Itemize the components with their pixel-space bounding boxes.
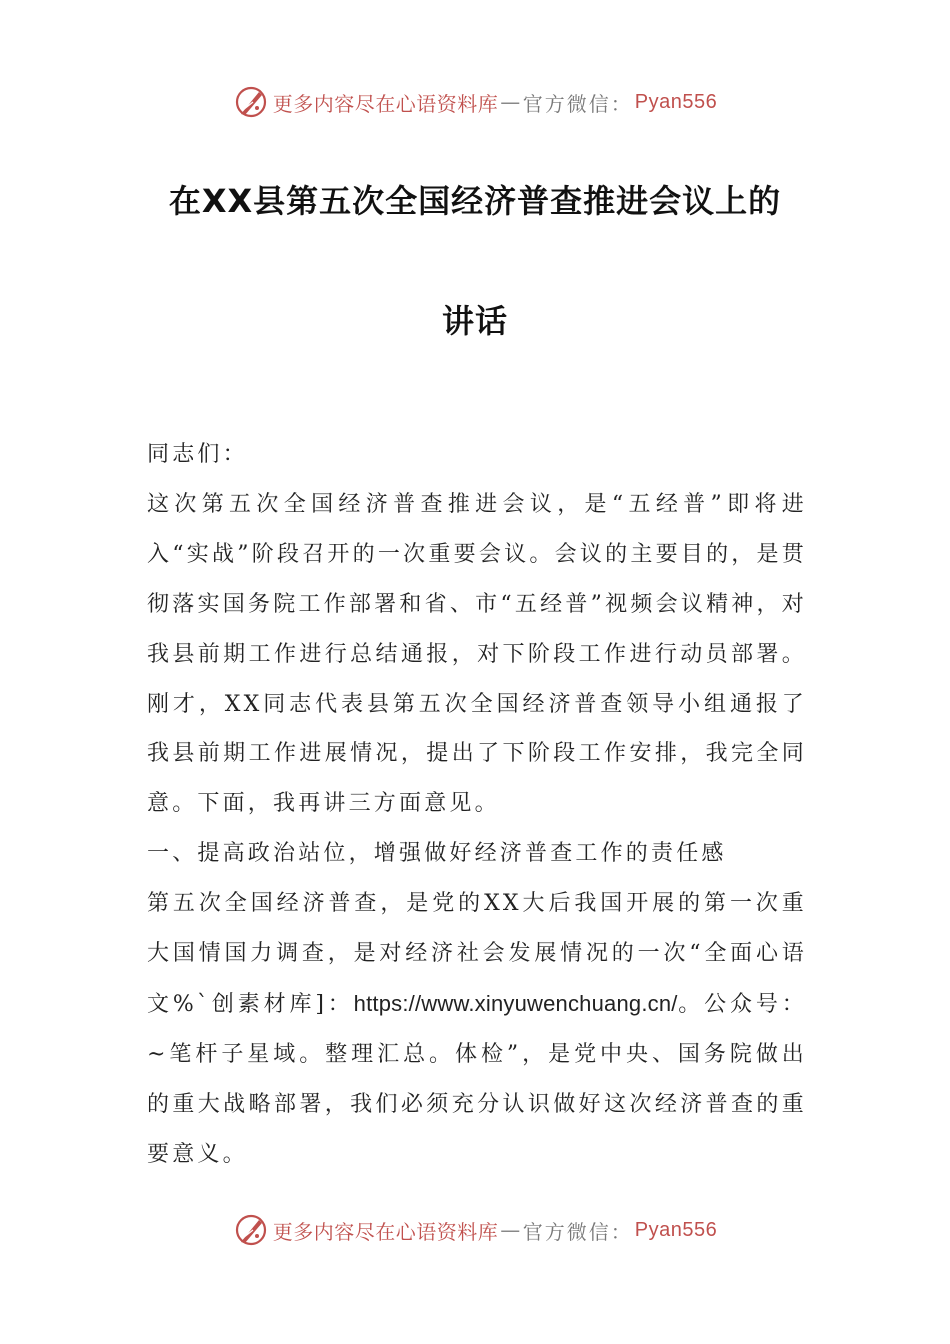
banner-wechat-id: Pyan556 xyxy=(634,1218,718,1241)
banner-site-text: 更多内容尽在心语资料库 xyxy=(272,91,499,116)
document-title-line2: 讲话 xyxy=(441,302,508,340)
paragraph-section-1 xyxy=(147,879,807,1179)
salutation: 同志们： xyxy=(147,442,248,467)
banner-dash: — xyxy=(500,90,521,114)
header-banner xyxy=(0,84,950,120)
quill-logo-icon xyxy=(233,84,269,120)
quill-logo-icon xyxy=(233,1212,269,1248)
banner-wechat-id: Pyan556 xyxy=(634,90,718,113)
document-body xyxy=(147,430,807,1180)
paragraph-text-part1: 第五次全国经济普查，是党的XX大后我国开展的第一次重大国情国力调查，是对经济社会发展情况的一次“全面心语文%`创素材库]： xyxy=(147,891,807,1017)
banner-wechat-label: 官方微信： xyxy=(522,91,633,116)
document-title-line1: 在XX县第五次全国经济普查推进会议上的 xyxy=(168,182,782,220)
paragraph-text-part2: 。公众号：~笔杆子星域。整理汇总。体检”，是党中央、国务院做出的重大战略部署，我们必须充分认识做好这次经济普查的重要意义。 xyxy=(147,991,807,1167)
paragraph-intro: 这次第五次全国经济普查推进会议，是“五经普”即将进入“实战”阶段召开的一次重要会议。会议的主要目的，是贯彻落实国务院工作部署和省、市“五经普”视频会议精神，对我县前期工作进行总结通报，对下阶段工作进行动员部署。刚才，XX同志代表县第五次全国经济普查领导小组通报了我县前期工作进展情况，提出了下阶段工作安排，我完全同意。下面，我再讲三方面意见。 xyxy=(147,491,807,817)
banner-dash: — xyxy=(500,1218,521,1242)
banner-site-text: 更多内容尽在心语资料库 xyxy=(272,1219,499,1244)
banner-wechat-label: 官方微信： xyxy=(522,1219,633,1244)
footer-banner xyxy=(0,1212,950,1248)
website-url: https://www.xinyuwenchuang.cn/ xyxy=(353,990,678,1016)
section-heading-1: 一、提高政治站位，增强做好经济普查工作的责任感 xyxy=(147,841,727,867)
